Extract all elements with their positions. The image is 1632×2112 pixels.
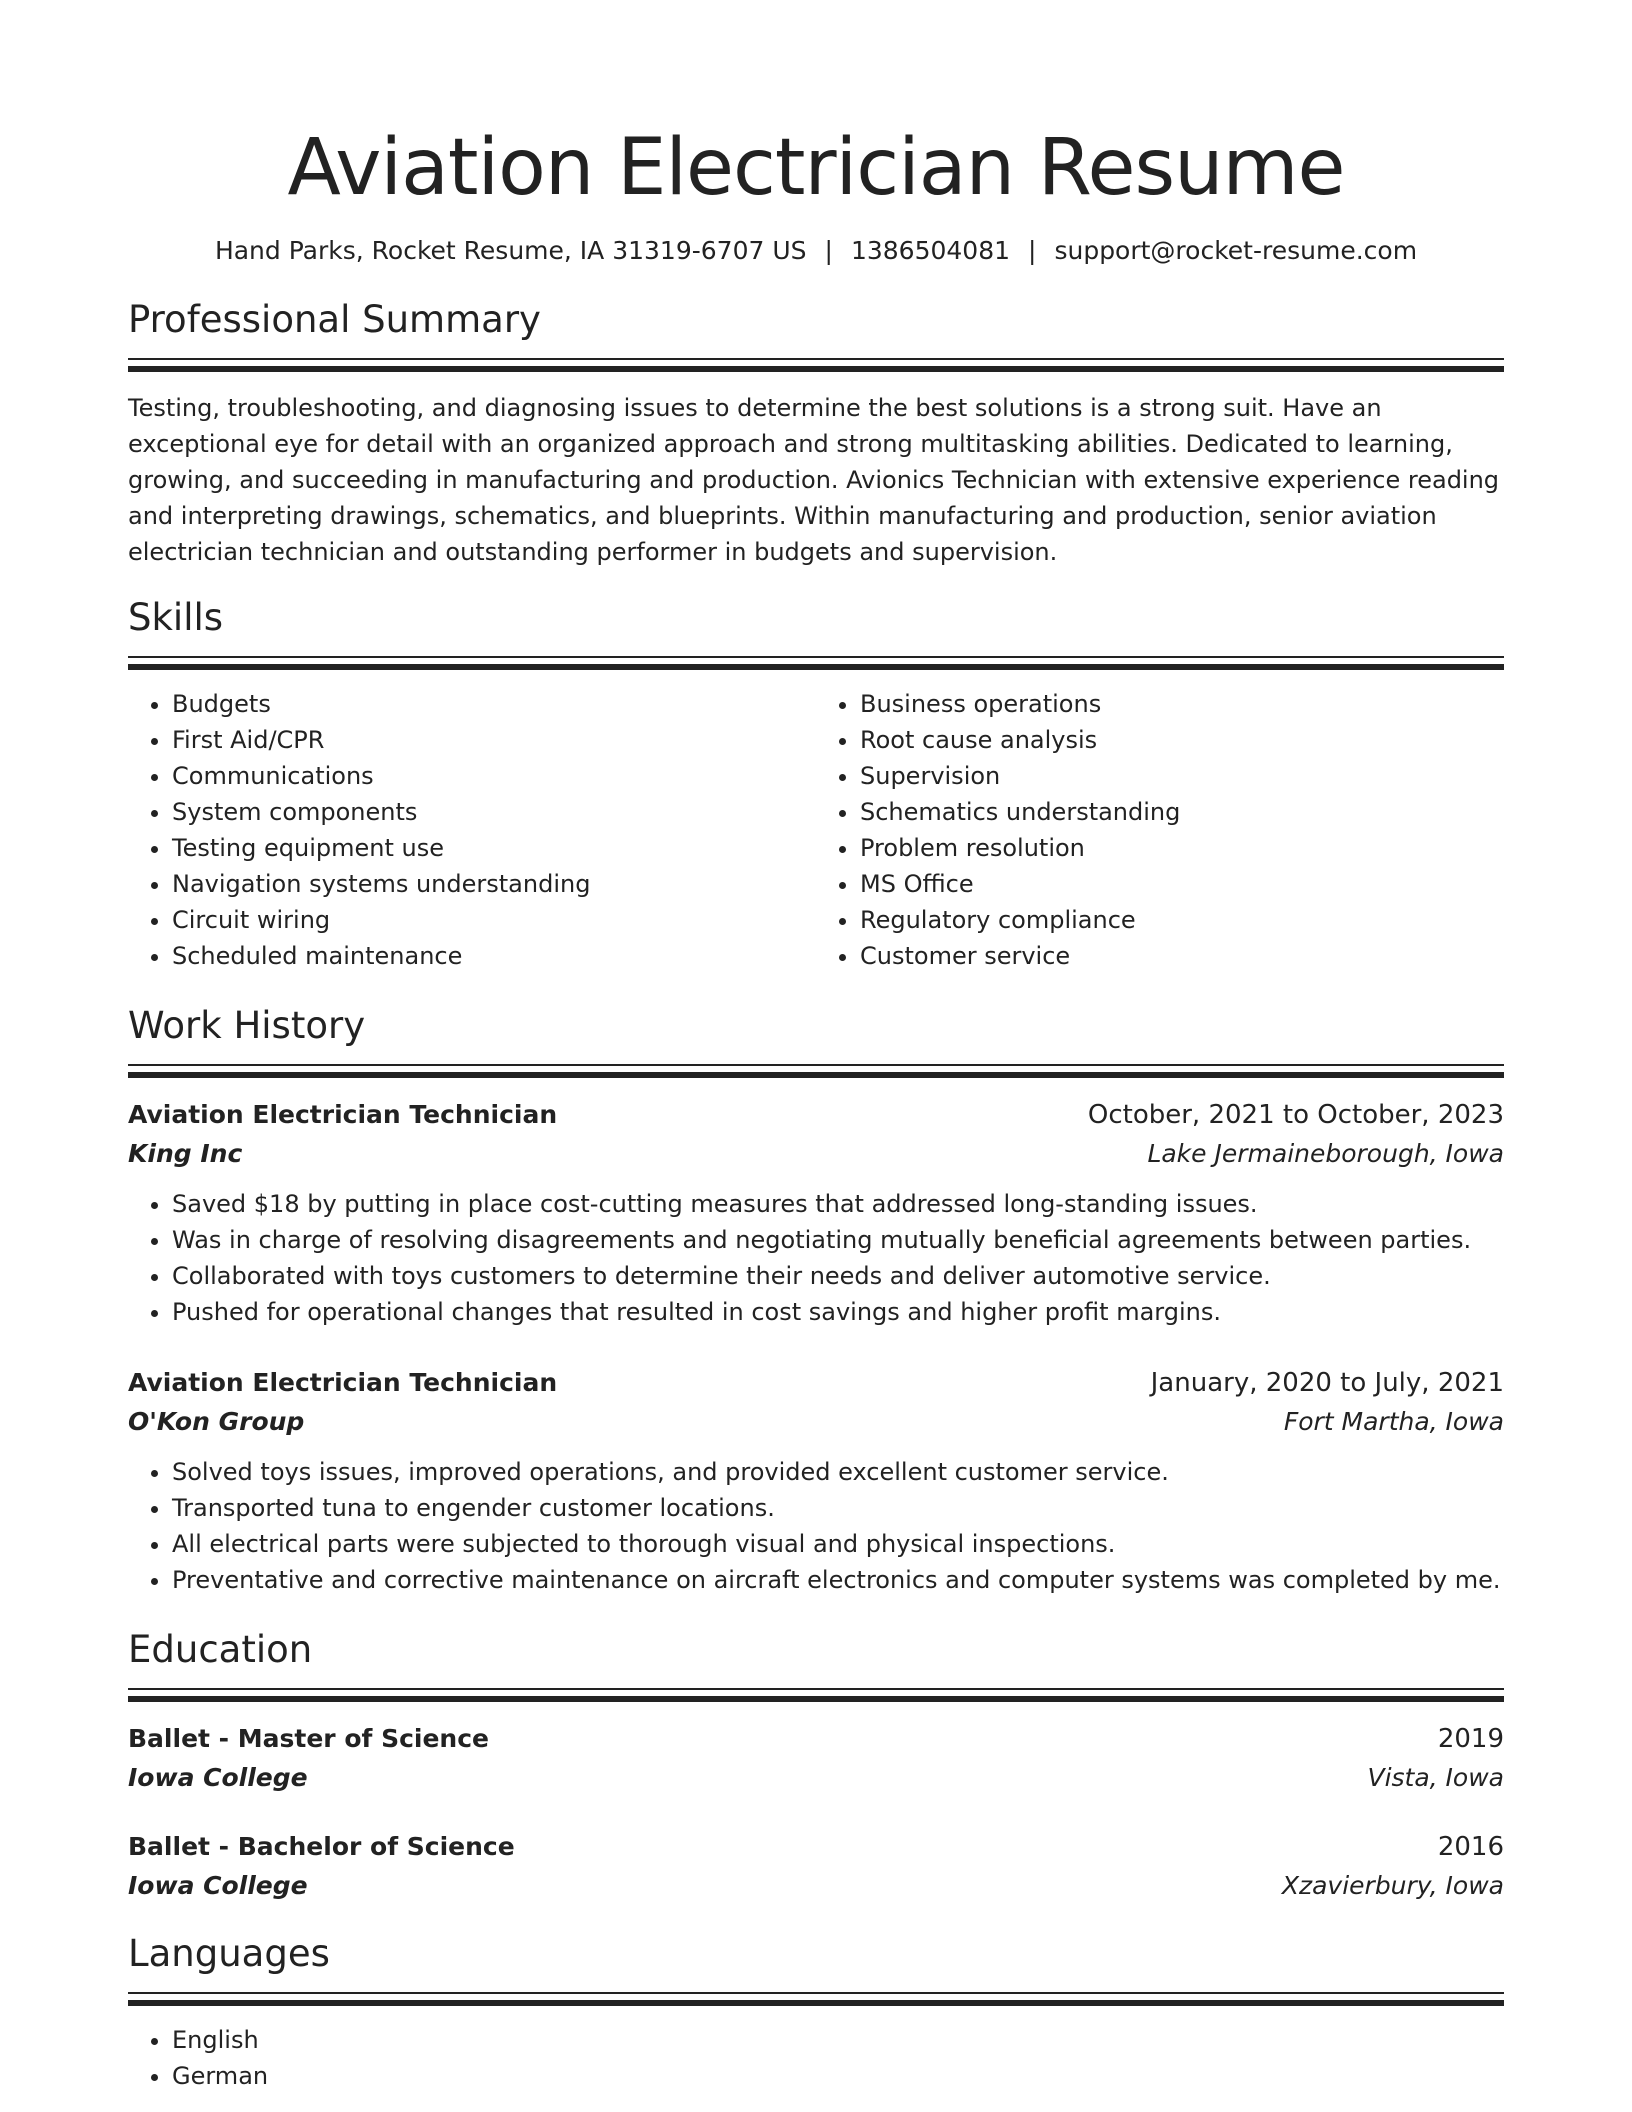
contact-address: Hand Parks, Rocket Resume, IA 31319-6707 US <box>214 236 807 265</box>
job-bullet: • Preventative and corrective maintenance on aircraft electronics and computer systems was completed by me. <box>172 1562 1504 1598</box>
education-year: 2019 <box>1437 1724 1504 1754</box>
job-title: Aviation Electrician Technician <box>128 1100 558 1129</box>
education-school: Iowa College <box>128 1871 308 1900</box>
section-divider-thick <box>128 2000 1504 2006</box>
section-divider <box>128 358 1504 360</box>
job-bullet: • Transported tuna to engender customer locations. <box>172 1490 1504 1526</box>
skills-column-left <box>128 686 816 974</box>
education-degree: Ballet - Master of Science <box>128 1724 489 1753</box>
contact-phone: 1386504081 <box>850 236 1011 265</box>
job-bullet: • Solved toys issues, improved operations, and provided excellent customer service. <box>172 1454 1504 1490</box>
job-location: Lake Jermaineborough, Iowa <box>1147 1139 1504 1168</box>
skill-item: • Problem resolution <box>860 830 1504 866</box>
language-item: • German <box>172 2058 1504 2094</box>
skill-item: • Testing equipment use <box>172 830 816 866</box>
job-bullet: • Collaborated with toys customers to determine their needs and deliver automotive service. <box>172 1258 1504 1294</box>
job-company-row <box>128 1134 1504 1174</box>
section-title-education: Education <box>128 1628 313 1671</box>
job-entry <box>128 1096 1504 1330</box>
job-header-row <box>128 1096 1504 1134</box>
education-header-row <box>128 1720 1504 1758</box>
skill-item: • Business operations <box>860 686 1504 722</box>
job-dates: January, 2020 to July, 2021 <box>1150 1368 1504 1398</box>
resume-page <box>128 0 1504 2094</box>
job-bullets <box>128 1186 1504 1330</box>
skill-item: • Supervision <box>860 758 1504 794</box>
job-dates: October, 2021 to October, 2023 <box>1087 1100 1504 1130</box>
section-title-languages: Languages <box>128 1932 330 1975</box>
contact-line <box>128 234 1504 268</box>
skill-item: • Circuit wiring <box>172 902 816 938</box>
contact-separator: | <box>824 236 833 265</box>
skills-column-right <box>816 686 1504 974</box>
section-divider-thick <box>128 366 1504 372</box>
skill-item: • MS Office <box>860 866 1504 902</box>
skill-item: • First Aid/CPR <box>172 722 816 758</box>
resume-title: Aviation Electrician Resume <box>287 123 1345 213</box>
section-divider-thick <box>128 664 1504 670</box>
skill-item: • Navigation systems understanding <box>172 866 816 902</box>
job-entry <box>128 1364 1504 1598</box>
education-location: Xzavierbury, Iowa <box>1281 1871 1504 1900</box>
job-bullet: • Pushed for operational changes that resulted in cost savings and higher profit margins. <box>172 1294 1504 1330</box>
job-company-row <box>128 1402 1504 1442</box>
job-company: King Inc <box>128 1139 243 1168</box>
skill-item: • Budgets <box>172 686 816 722</box>
languages-section <box>128 1930 1504 2094</box>
summary-section <box>128 296 1504 570</box>
languages-list <box>128 2022 1504 2094</box>
job-location: Fort Martha, Iowa <box>1283 1407 1504 1436</box>
job-company: O'Kon Group <box>128 1407 305 1436</box>
skill-item: • Communications <box>172 758 816 794</box>
education-degree: Ballet - Bachelor of Science <box>128 1832 515 1861</box>
job-title: Aviation Electrician Technician <box>128 1368 558 1397</box>
education-school-row <box>128 1866 1504 1906</box>
job-bullet: • Was in charge of resolving disagreements and negotiating mutually beneficial agreements between parties. <box>172 1222 1504 1258</box>
contact-email: support@rocket-resume.com <box>1054 236 1418 265</box>
skill-item: • Root cause analysis <box>860 722 1504 758</box>
section-divider <box>128 1992 1504 1994</box>
section-title-summary: Professional Summary <box>128 298 541 341</box>
education-location: Vista, Iowa <box>1367 1763 1504 1792</box>
education-section <box>128 1626 1504 1906</box>
section-title-skills: Skills <box>128 596 224 639</box>
education-year: 2016 <box>1437 1832 1504 1862</box>
education-entry <box>128 1828 1504 1906</box>
section-divider-thick <box>128 1072 1504 1078</box>
summary-text: Testing, troubleshooting, and diagnosing issues to determine the best solutions is a strong suit. Have an exceptional eye for detail with an organized approach and strong multitasking abilities. Dedicated to learning, growing, and succeeding in manufacturing and production. Avionics Technician with extensive experience reading and interpreting drawings, schematics, and blueprints. Within manufacturing and production, senior aviation electrician technician and outstanding performer in budgets and supervision. <box>128 394 1500 566</box>
skill-item: • Schematics understanding <box>860 794 1504 830</box>
contact-separator: | <box>1028 236 1037 265</box>
language-item: • English <box>172 2022 1504 2058</box>
skills-section <box>128 594 1504 974</box>
education-header-row <box>128 1828 1504 1866</box>
education-school: Iowa College <box>128 1763 308 1792</box>
job-bullet: • All electrical parts were subjected to thorough visual and physical inspections. <box>172 1526 1504 1562</box>
skills-grid <box>128 686 1504 974</box>
education-school-row <box>128 1758 1504 1798</box>
section-divider-thick <box>128 1696 1504 1702</box>
skill-item: • Customer service <box>860 938 1504 974</box>
skill-item: • Regulatory compliance <box>860 902 1504 938</box>
skill-item: • System components <box>172 794 816 830</box>
job-header-row <box>128 1364 1504 1402</box>
education-entry <box>128 1720 1504 1798</box>
section-title-work-history: Work History <box>128 1004 366 1047</box>
skill-item: • Scheduled maintenance <box>172 938 816 974</box>
job-bullets <box>128 1454 1504 1598</box>
work-history-section <box>128 1002 1504 1598</box>
section-divider <box>128 1688 1504 1690</box>
job-bullet: • Saved $18 by putting in place cost-cutting measures that addressed long-standing issues. <box>172 1186 1504 1222</box>
section-divider <box>128 1064 1504 1066</box>
section-divider <box>128 656 1504 658</box>
